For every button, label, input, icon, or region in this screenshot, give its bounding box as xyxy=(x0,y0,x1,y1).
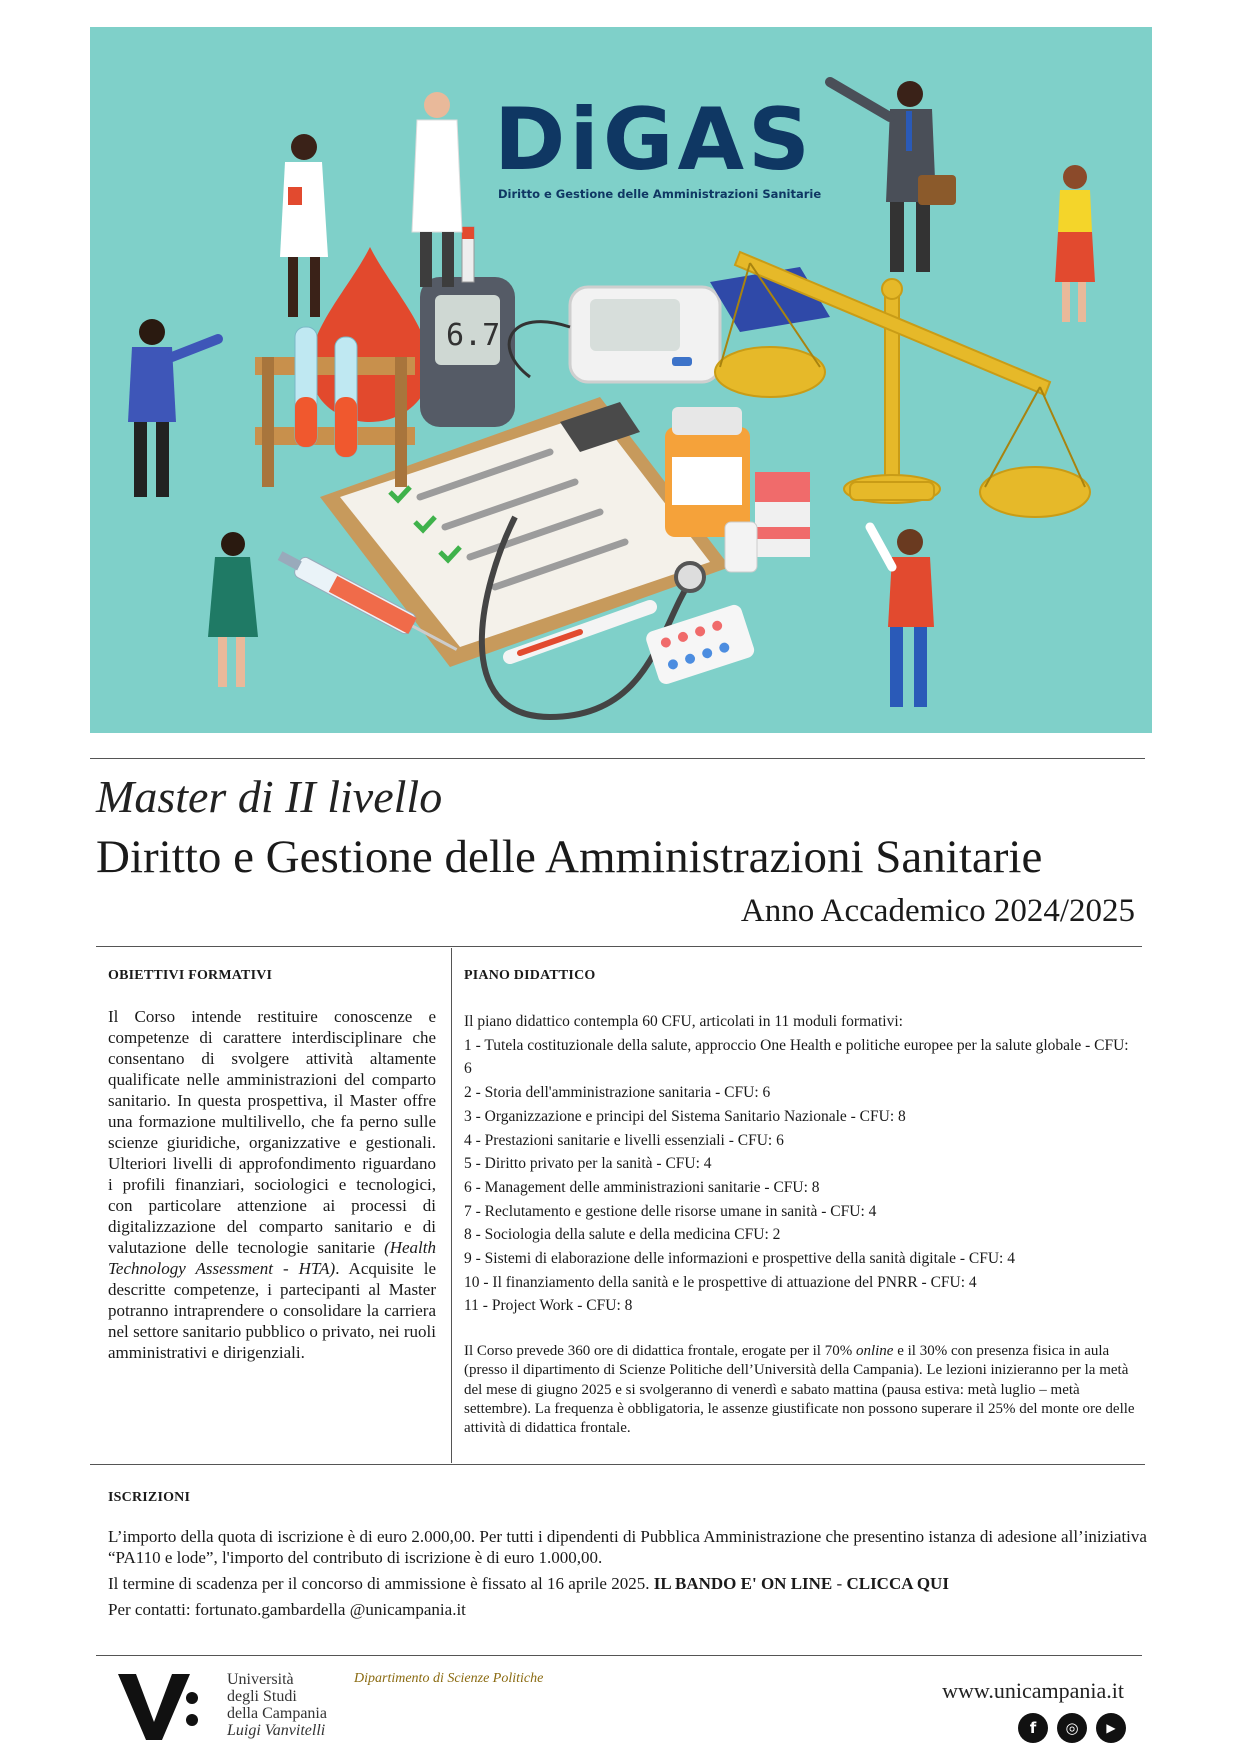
module-list xyxy=(464,1034,1140,1318)
fee-text: L’importo della quota di iscrizione è di euro 2.000,00. Per tutti i dipendenti di Pubblica Amministrazione che presentino istanza di adesione all’iniziativa “PA110 e lode”, l'importo del contributo di iscrizione è di euro 1.000,00. xyxy=(108,1527,1147,1567)
bando-link[interactable]: IL BANDO E' ON LINE xyxy=(653,1574,833,1593)
obiettivi-heading: OBIETTIVI FORMATIVI xyxy=(108,968,273,983)
person-man-red-vest-icon xyxy=(870,527,934,707)
dropper-bottle-icon xyxy=(725,522,757,572)
divider xyxy=(90,1464,1145,1465)
uni-line: Università xyxy=(227,1671,294,1688)
person-man-blue-icon xyxy=(128,319,218,497)
logo-subtitle: Diritto e Gestione delle Amministrazioni Sanitarie xyxy=(498,187,822,201)
module-item: 6 - Management delle amministrazioni sanitarie - CFU: 8 xyxy=(464,1178,820,1196)
digas-logo xyxy=(494,90,874,201)
blood-pressure-monitor-icon xyxy=(509,287,720,382)
module-item: 11 - Project Work - CFU: 8 xyxy=(464,1297,633,1315)
logo-title: DiGAS xyxy=(494,90,814,190)
column-divider xyxy=(451,948,452,1463)
youtube-icon[interactable]: ▶ xyxy=(1096,1713,1126,1743)
course-info xyxy=(464,1342,1140,1438)
university-name xyxy=(227,1671,327,1739)
uni-line: degli Studi xyxy=(227,1688,297,1705)
piano-didattico xyxy=(464,1010,1140,1438)
hero-illustration xyxy=(90,27,1152,733)
person-woman-yellow-icon xyxy=(1055,165,1095,322)
clicca-qui-link[interactable]: CLICCA QUI xyxy=(846,1574,949,1593)
page-title: Diritto e Gestione delle Amministrazioni Sanitarie xyxy=(96,831,1043,883)
university-logo-icon xyxy=(118,1670,198,1742)
piano-intro: Il piano didattico contempla 60 CFU, articolati in 11 moduli formativi: xyxy=(464,1013,903,1030)
iscrizioni-section xyxy=(108,1526,1148,1625)
academic-year: Anno Accademico 2024/2025 xyxy=(740,893,1135,929)
module-item: 5 - Diritto privato per la sanità - CFU: 4 xyxy=(464,1155,712,1173)
module-item: 1 - Tutela costituzionale della salute, approccio One Health e politiche europee per la salute globale - CFU: 6 xyxy=(464,1036,1129,1078)
obiettivi-text-part1: Il Corso intende restituire conoscenze e competenze di carattere interdisciplinare che consentano di svolgere attività altamente qualificate nelle amministrazioni del comparto sanitario. In questa prospettiva, il Master offre una formazione multilivello, che fa perno sulle scienze giuridiche, organizzative e gestionali. Ulteriori livelli di approfondimento riguardano i profili finanziari, sociologici e tecnologici, con particolare attenzione ai processi di digitalizzazione del comparto sanitario e di valutazione delle tecnologie sanitarie xyxy=(108,1007,436,1257)
divider xyxy=(90,758,1145,759)
master-level: Master di II livello xyxy=(96,771,443,822)
module-item: 9 - Sistemi di elaborazione delle informazioni e prospettive della sanità digitale - CFU: 4 xyxy=(464,1250,1015,1268)
glucometer-icon xyxy=(420,227,515,427)
person-doctor-icon xyxy=(412,92,462,287)
course-info-part2: e il 30% con presenza fisica in aula (presso il dipartimento di Scienze Politiche dell’Università della Campania). Le lezioni inizieranno per la metà del mese di giugno 2025 e si svolgeranno di venerdì e sabato mattina (pausa estiva: metà luglio – metà settembre). La frequenza è obbligatoria, le assenze giustificate non possono superare il 25% del monte ore delle attività di didattica frontale. xyxy=(464,1343,1135,1436)
divider xyxy=(96,1655,1142,1656)
medicine-box-icon xyxy=(755,472,810,557)
facebook-icon[interactable]: f xyxy=(1018,1713,1048,1743)
website-link[interactable]: www.unicampania.it xyxy=(942,1678,1124,1703)
module-item: 2 - Storia dell'amministrazione sanitaria - CFU: 6 xyxy=(464,1084,771,1102)
deadline-paragraph xyxy=(108,1573,1148,1594)
module-item: 10 - Il finanziamento della sanità e le prospettive di attuazione del PNRR - CFU: 4 xyxy=(464,1273,977,1291)
module-item: 7 - Reclutamento e gestione delle risorse umane in sanità - CFU: 4 xyxy=(464,1202,877,1220)
module-item: 8 - Sociologia della salute e della medicina CFU: 2 xyxy=(464,1226,781,1244)
obiettivi-text xyxy=(108,1006,436,1363)
deadline-text: Il termine di scadenza per il concorso di ammissione è fissato al 16 aprile 2025. xyxy=(108,1574,650,1593)
bando-separator: - xyxy=(832,1574,847,1593)
course-info-part1: Il Corso prevede 360 ore di didattica frontale, erogate per il 70% xyxy=(464,1343,853,1360)
iscrizioni-heading: ISCRIZIONI xyxy=(108,1490,191,1505)
person-woman-green-icon xyxy=(208,532,258,687)
pill-bottle-icon xyxy=(665,407,750,537)
module-item: 3 - Organizzazione e principi del Sistema Sanitario Nazionale - CFU: 8 xyxy=(464,1107,906,1125)
divider xyxy=(96,946,1142,947)
blood-drop-icon xyxy=(310,247,430,422)
svg-text:6.7: 6.7 xyxy=(446,318,501,353)
uni-line: della Campania xyxy=(227,1705,327,1722)
department-name: Dipartimento di Scienze Politiche xyxy=(354,1671,544,1686)
contacts-text: Per contatti: fortunato.gambardella @unicampania.it xyxy=(108,1600,466,1619)
uni-line: Luigi Vanvitelli xyxy=(227,1722,326,1739)
module-item: 4 - Prestazioni sanitarie e livelli essenziali - CFU: 6 xyxy=(464,1131,784,1149)
obiettivi-text-part2: . Acquisite le descritte competenze, i partecipanti al Master potranno intraprendere o consolidare la carriera nel settore sanitario pubblico o privato, nei ruoli amministrativi e dirigenziali. xyxy=(108,1259,437,1362)
piano-heading: PIANO DIDATTICO xyxy=(464,968,596,983)
course-info-italic: online xyxy=(855,1343,894,1360)
person-woman-doctor-icon xyxy=(280,134,328,317)
instagram-icon[interactable]: ◎ xyxy=(1057,1713,1087,1743)
obiettivi-text-italic: (Health Technology Assessment - HTA) xyxy=(108,1238,437,1278)
pill-blister-icon xyxy=(644,603,756,686)
social-links xyxy=(1018,1713,1126,1743)
